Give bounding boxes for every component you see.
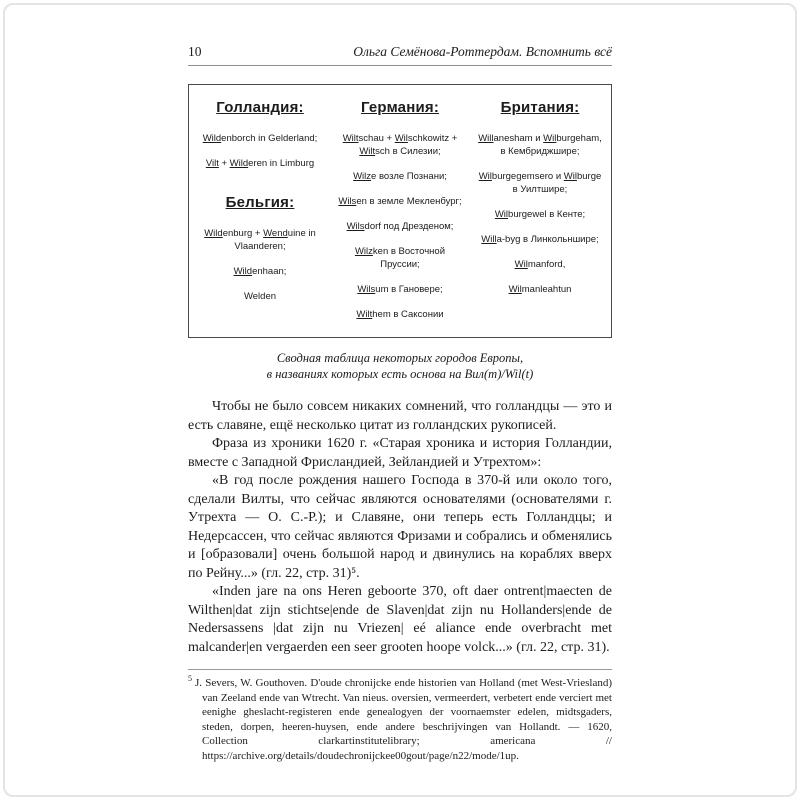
- caption-line-1: Сводная таблица некоторых городов Европы,: [276, 351, 524, 365]
- table-entry: Wilmanleahtun: [508, 284, 572, 295]
- table-entry: Wilburgewel в Кенте;: [494, 209, 586, 220]
- paragraph: Фраза из хроники 1620 г. «Старая хроника и история Голландии, вместе с Западной Фрисландией, Зейландией и Утрехтом»:: [188, 436, 612, 470]
- table-entry: Wilmanford,: [514, 259, 566, 270]
- table-entry: Willa-byg в Линкольншире;: [481, 234, 599, 245]
- table-entry: Wildenborch in Gelderland;: [202, 133, 318, 144]
- table-entry: Wilsum в Гановере;: [357, 284, 443, 295]
- table-entry: Wilzken в Восточной Пруссии;: [354, 246, 446, 270]
- table-entry: Wilburgegemsero и Wilburge в Уилтшире;: [478, 171, 602, 195]
- table-country-heading: Голландия:: [216, 99, 304, 116]
- table-country-heading: Германия:: [360, 99, 440, 116]
- table-entry: Wilsdorf под Дрезденом;: [346, 221, 454, 232]
- footnote-text: [188, 676, 612, 763]
- table-column: [475, 99, 605, 333]
- table-column: [195, 99, 325, 333]
- footnote-body: J. Severs, W. Gouthoven. D'oude chronijcke ende historien van Holland (met West-Vriesland) van Zeeland ende van Wtrecht. Van nieus. oversien, vermeerdert, verbetert ende verciert met eenighe gheslacht-registeren ende genealogyen der voornaemster edelen, midtsgaders, steden, dorpen, heeren-huysen, ende andere beschrijvingen van Hollandt. — 1620, Collection clarkartinstitutelibrary; americana // https://archive.org/details/doudechronijckee00gout/page/n22/mode/1up.: [195, 677, 612, 762]
- cities-table: [188, 84, 612, 338]
- body-text: [188, 398, 612, 657]
- running-title: Ольга Семёнова-Роттердам. Вспомнить всё: [353, 44, 612, 59]
- table-entry: Wilsen в земле Мекленбург;: [338, 196, 462, 207]
- caption-line-2: в названиях которых есть основа на Вил(т)/Wil(t): [266, 367, 534, 381]
- table-entry: Wilze возле Познани;: [353, 171, 447, 182]
- header-rule: [188, 65, 612, 66]
- table-entry: Vilt + Wilderen in Limburg: [205, 158, 315, 169]
- table-country-heading: Британия:: [500, 99, 580, 116]
- table-entry: Wildenburg + Wenduine in Vlaanderen;: [204, 228, 316, 252]
- table-entry: Welden: [243, 291, 277, 302]
- paragraph: Чтобы не было совсем никаких сомнений, что голландцы — это и есть славяне, ещё несколько цитат из голландских рукописей.: [188, 399, 612, 433]
- page-content: [188, 0, 612, 763]
- table-country-heading: Бельгия:: [225, 194, 295, 211]
- table-entry: Wiltschau + Wilschkowitz + Wiltsch в Силезии;: [342, 133, 458, 157]
- table-entry: Willanesham и Wilburgeham, в Кембриджшире;: [478, 133, 602, 157]
- table-caption: [188, 350, 612, 382]
- table-column: [335, 99, 465, 333]
- table-entry: Wildenhaan;: [233, 266, 287, 277]
- paragraph: «В год после рождения нашего Господа в 370-й или около того, сделали Вилты, что сейчас являются основателями (основателями г. Утрехта — О. С.-Р.); и Славяне, они теперь есть Голландцы; и Недерсассен, что сейчас являются Фризами и собрались и обменялись и [образовали] очень большой народ и двинулись на кораблях вверх по Рейну...» (гл. 22, стр. 31)⁵.: [188, 473, 612, 581]
- running-header: [188, 44, 612, 60]
- paragraph: «Inden jare na ons Heren geboorte 370, oft daer ontrent|maecten de Wilthen|dat zijn stichtse|ende de Slaven|dat zijn nu Hollanders|ende de Nedersassens |dat zijn nu Vriezen| eé aliance ende overbracht met malcander|en vergaerden een seer grooten hoope volck...» (гл. 22, стр. 31).: [188, 584, 612, 655]
- table-entry: Wilthem в Саксонии: [356, 309, 444, 320]
- page-number: 10: [188, 44, 202, 59]
- footnote-rule: [188, 669, 612, 670]
- footnote-marker: 5: [188, 674, 192, 684]
- footnote: [188, 669, 612, 763]
